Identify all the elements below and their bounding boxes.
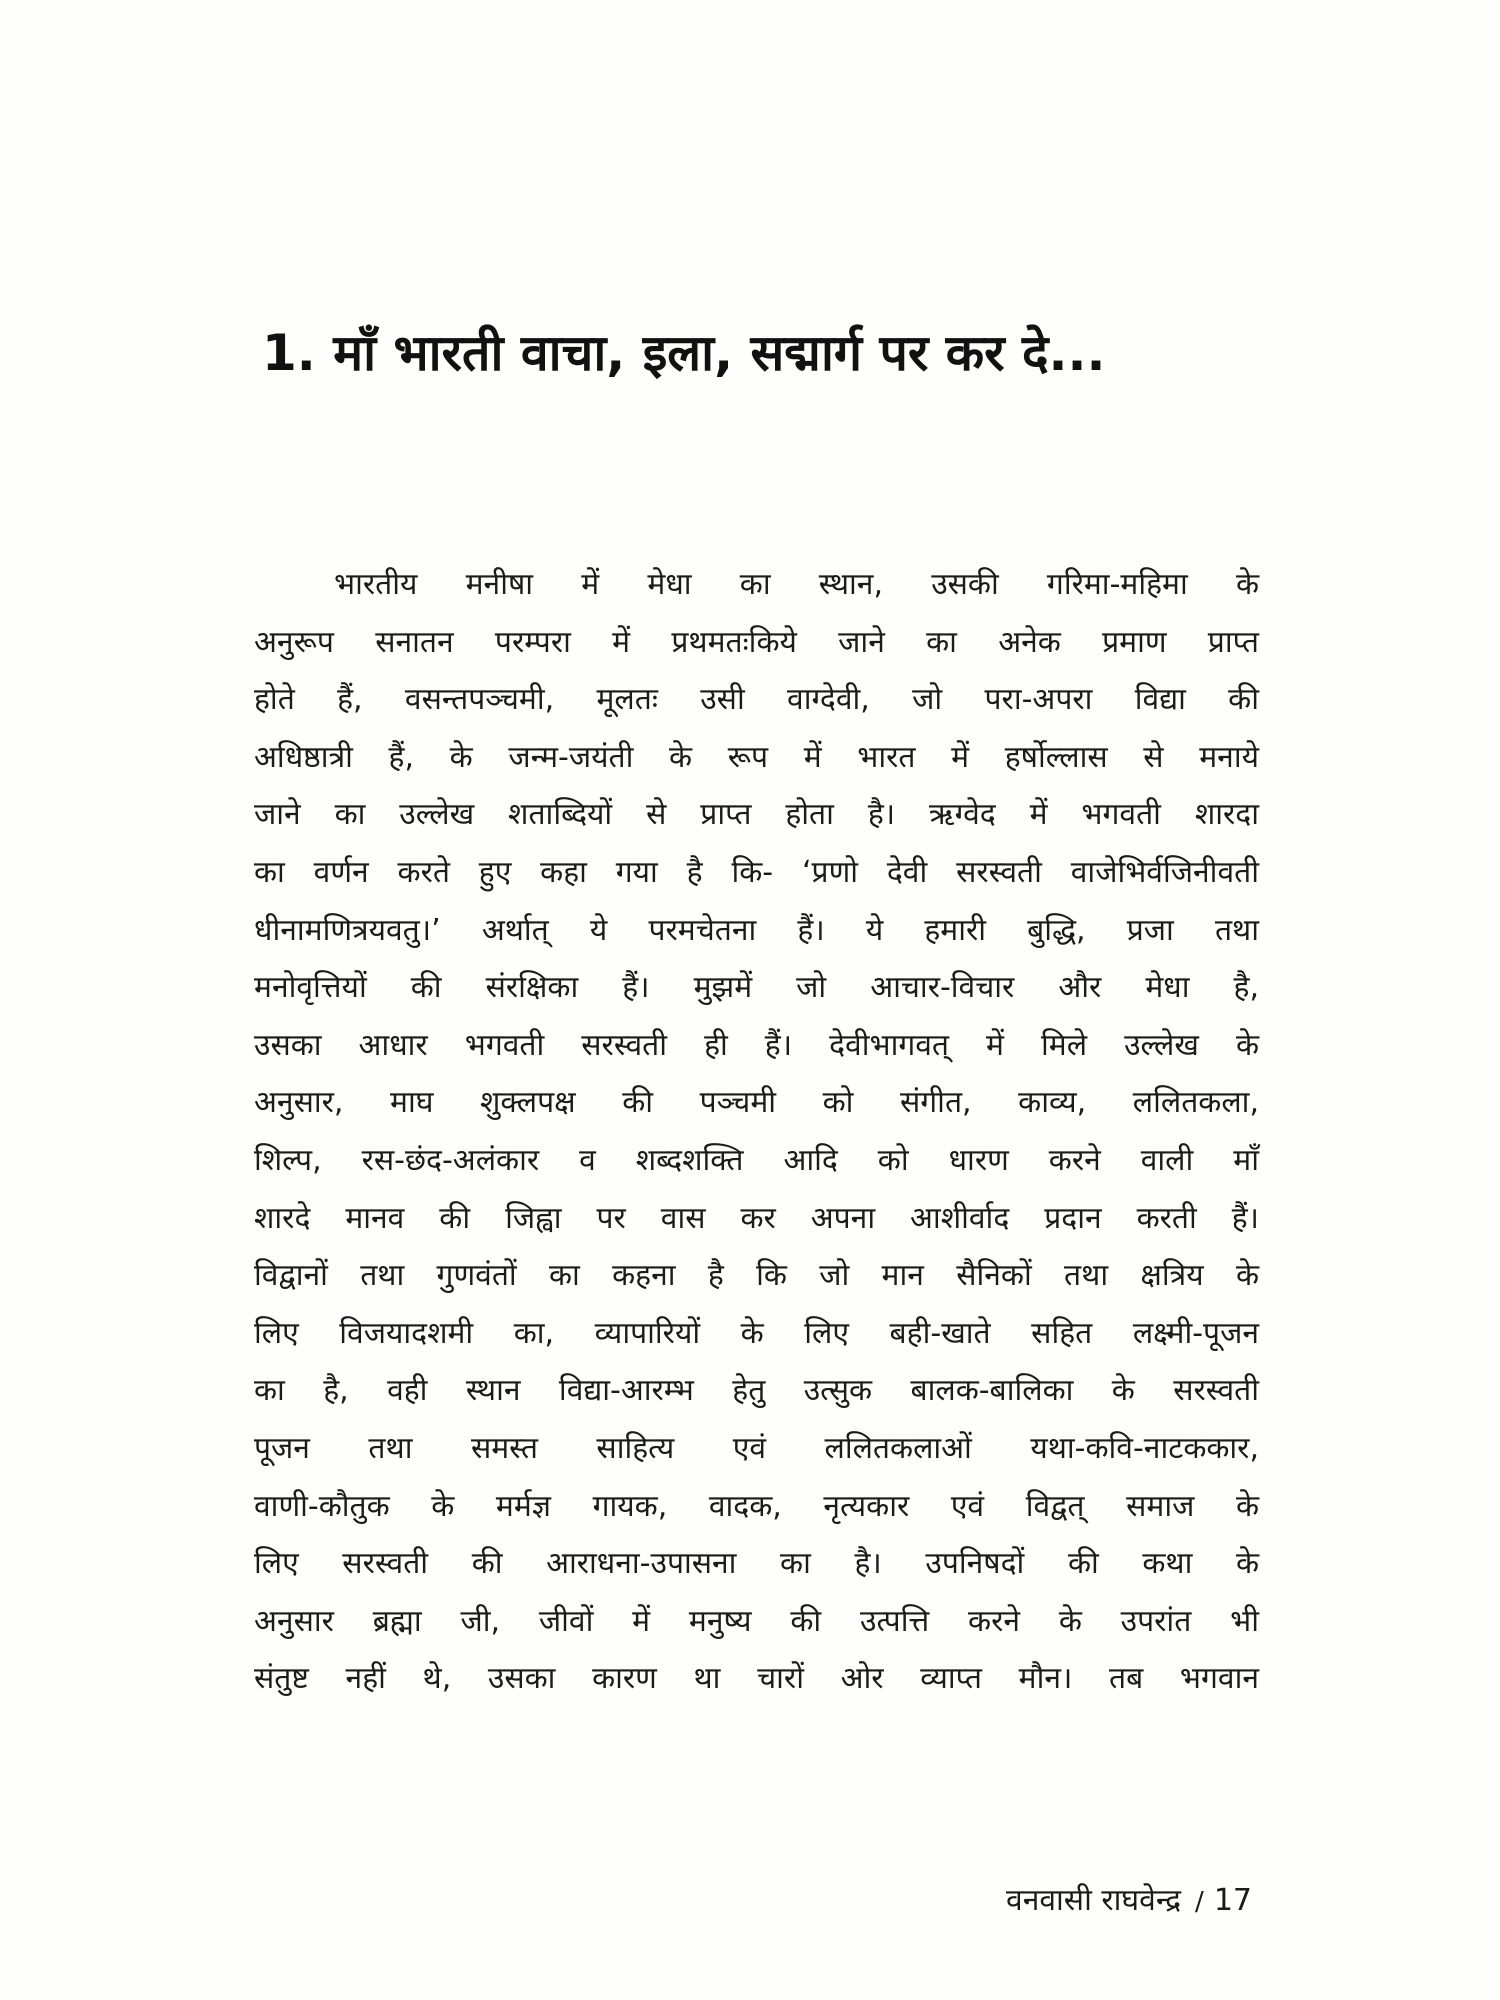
footer-separator: / bbox=[1195, 1887, 1204, 1917]
body-line: लिए सरस्वती की आराधना-उपासना का है। उपनिषदों की कथा के bbox=[254, 1546, 1259, 1582]
book-title: वनवासी राघवेन्द्र bbox=[1006, 1883, 1182, 1918]
page-footer bbox=[1006, 1876, 1252, 1927]
body-line: अनुसार ब्रह्मा जी, जीवों में मनुष्य की उत्पत्ति करने के उपरांत भी bbox=[254, 1603, 1259, 1639]
body-line: अनुसार, माघ शुक्लपक्ष की पञ्चमी को संगीत, काव्य, ललितकला, bbox=[254, 1085, 1259, 1121]
body-line: जाने का उल्लेख शताब्दियों से प्राप्त होता है। ऋग्वेद में भगवती शारदा bbox=[254, 797, 1259, 833]
body-line: का वर्णन करते हुए कहा गया है कि- ‘प्रणो देवी सरस्वती वाजेभिर्वजिनीवती bbox=[254, 854, 1259, 890]
body-line: शारदे मानव की जिह्वा पर वास कर अपना आशीर्वाद प्रदान करती हैं। bbox=[254, 1200, 1259, 1236]
chapter-heading: 1. माँ भारती वाचा, इला, सद्मार्ग पर कर दे... bbox=[262, 324, 1106, 382]
body-line: मनोवृत्तियों की संरक्षिका हैं। मुझमें जो आचार-विचार और मेधा है, bbox=[254, 970, 1259, 1006]
body-line: शिल्प, रस-छंद-अलंकार व शब्दशक्ति आदि को धारण करने वाली माँ bbox=[254, 1142, 1259, 1178]
body-line: पूजन तथा समस्त साहित्य एवं ललितकलाओं यथा-कवि-नाटककार, bbox=[254, 1430, 1259, 1466]
body-line: का है, वही स्थान विद्या-आरम्भ हेतु उत्सुक बालक-बालिका के सरस्वती bbox=[254, 1373, 1259, 1409]
body-line: होते हैं, वसन्तपञ्चमी, मूलतः उसी वाग्देवी, जो परा-अपरा विद्या की bbox=[254, 682, 1259, 718]
body-line: वाणी-कौतुक के मर्मज्ञ गायक, वादक, नृत्यकार एवं विद्वत् समाज के bbox=[254, 1488, 1259, 1524]
body-line: उसका आधार भगवती सरस्वती ही हैं। देवीभागवत् में मिले उल्लेख के bbox=[254, 1027, 1259, 1063]
body-line: अधिष्ठात्री हैं, के जन्म-जयंती के रूप में भारत में हर्षोल्लास से मनाये bbox=[254, 739, 1259, 775]
body-line: संतुष्ट नहीं थे, उसका कारण था चारों ओर व्याप्त मौन। तब भगवान bbox=[254, 1661, 1259, 1697]
body-line: विद्वानों तथा गुणवंतों का कहना है कि जो मान सैनिकों तथा क्षत्रिय के bbox=[254, 1258, 1259, 1294]
chapter-body bbox=[254, 556, 1259, 1708]
body-line: धीनामणित्रयवतु।’ अर्थात् ये परमचेतना हैं। ये हमारी बुद्धि, प्रजा तथा bbox=[254, 912, 1259, 948]
page-number: 17 bbox=[1213, 1883, 1252, 1918]
body-line: लिए विजयादशमी का, व्यापारियों के लिए बही-खाते सहित लक्ष्मी-पूजन bbox=[254, 1315, 1259, 1351]
body-line: भारतीय मनीषा में मेधा का स्थान, उसकी गरिमा-महिमा के bbox=[334, 567, 1259, 602]
body-line: अनुरूप सनातन परम्परा में प्रथमतःकिये जाने का अनेक प्रमाण प्राप्त bbox=[254, 624, 1259, 660]
